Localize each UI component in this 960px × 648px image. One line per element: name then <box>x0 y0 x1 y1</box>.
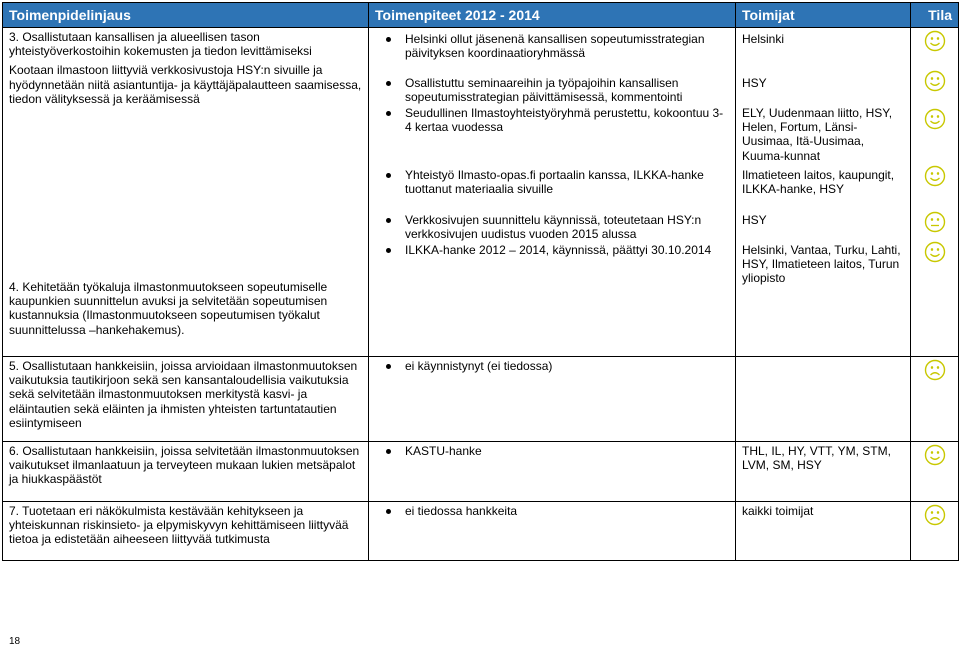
table-row <box>3 442 959 502</box>
tila-cell <box>911 28 959 357</box>
toimijat-text: ELY, Uudenmaan liitto, HSY, Helen, Fortum, Länsi-Uusimaa, Itä-Uusimaa, Kuuma-kunnat <box>742 106 893 163</box>
sad-face-icon <box>911 504 958 526</box>
happy-face-icon <box>911 165 958 187</box>
toimijat-text: Helsinki <box>742 32 785 46</box>
happy-face-icon <box>911 444 958 466</box>
toimijat-text: HSY <box>742 213 767 227</box>
table-row <box>3 502 959 561</box>
list-item: Osallistuttu seminaareihin ja työpajoihin kansallisen sopeutumisstrategian päivittämisessä, kommentointi <box>375 76 729 106</box>
list-item: KASTU-hanke <box>375 444 729 458</box>
header-toimijat: Toimijat <box>736 3 911 28</box>
header-toimenpidelinjaus: Toimenpidelinjaus <box>3 3 369 28</box>
page-number: 18 <box>9 636 21 647</box>
list-item: Seudullinen Ilmastoyhteistyöryhmä perustettu, kokoontuu 3-4 kertaa vuodessa <box>375 106 729 168</box>
happy-face-icon <box>911 108 958 130</box>
list-item: Helsinki ollut jäsenenä kansallisen sopeutumisstrategian päivityksen koordinaatioryhmässä <box>375 32 729 76</box>
action-plan-table <box>2 2 959 561</box>
neutral-face-icon <box>911 211 958 233</box>
toimijat-cell: kaikki toimijat <box>736 502 911 561</box>
list-item: ei tiedossa hankkeita <box>375 504 729 518</box>
list-item: Verkkosivujen suunnittelu käynnissä, toteutetaan HSY:n verkkosivujen uudistus vuoden 2015 alussa <box>375 213 729 243</box>
toimijat-text: HSY <box>742 76 767 90</box>
tila-cell <box>911 502 959 561</box>
toimenpiteet-cell <box>369 442 736 502</box>
toimenpiteet-cell <box>369 357 736 442</box>
header-tila: Tila <box>911 3 959 28</box>
toimenpiteet-cell <box>369 28 736 357</box>
sad-face-icon <box>911 359 958 381</box>
toimijat-cell <box>736 357 911 442</box>
list-item: ILKKA-hanke 2012 – 2014, käynnissä, päättyi 30.10.2014 <box>375 243 729 257</box>
happy-face-icon <box>911 241 958 263</box>
linjaus-cell: 6. Osallistutaan hankkeisiin, joissa selvitetään ilmastonmuutoksen vaikutukset ilmanlaatuun ja terveyteen mukaan lukien metsäpalot ja hiukkaspäästöt <box>3 442 369 502</box>
happy-face-icon <box>911 70 958 92</box>
happy-face-icon <box>911 30 958 52</box>
table-header-row <box>3 3 959 28</box>
list-item: Yhteistyö Ilmasto-opas.fi portaalin kanssa, ILKKA-hanke tuottanut materiaalia sivuille <box>375 168 729 213</box>
toimijat-cell <box>736 28 911 357</box>
linjaus-cell <box>3 28 369 357</box>
linjaus-4-text: 4. Kehitetään työkaluja ilmastonmuutokseen sopeutumiselle kaupunkien suunnittelun avuksi ja selvitetään sopeutumisen kustannuksia (Ilmastonmuutokseen sopeutumisen työkalut suunnittelussa –hankehakemus). <box>9 280 328 337</box>
table-row <box>3 357 959 442</box>
table-row <box>3 28 959 357</box>
linjaus-3b-text: Kootaan ilmastoon liittyviä verkkosivustoja HSY:n sivuille ja hyödynnetään niitä asiantuntija- ja käyttäjäpalautteen saamisessa, tiedon välityksessä ja keräämisessä <box>9 63 362 106</box>
linjaus-cell: 7. Tuotetaan eri näkökulmista kestävään kehitykseen ja yhteiskunnan riskinsieto- ja elpymiskyvyn kehittämiseen liittyvää tietoa ja edistetään aiheeseen liittyvää tutkimusta <box>3 502 369 561</box>
linjaus-3-text: 3. Osallistutaan kansallisen ja alueellisen tason yhteistyöverkostoihin kokemusten ja tiedon levittämiseksi <box>9 30 312 59</box>
toimijat-cell: THL, IL, HY, VTT, YM, STM, LVM, SM, HSY <box>736 442 911 502</box>
tila-cell <box>911 442 959 502</box>
list-item: ei käynnistynyt (ei tiedossa) <box>375 359 729 373</box>
toimijat-text: Ilmatieteen laitos, kaupungit, ILKKA-hanke, HSY <box>742 168 895 197</box>
linjaus-cell: 5. Osallistutaan hankkeisiin, joissa arvioidaan ilmastonmuutoksen vaikutuksia tautikirjoon sekä sen kansantaloudellisia vaikutuksia sekä selvitetään ilmastonmuutoksen merkitystä kasvi- ja eläintautien sekä eläinten ja ihmisten yhteisten tartuntatautien esiintymiseen <box>3 357 369 442</box>
header-toimenpiteet: Toimenpiteet 2012 - 2014 <box>369 3 736 28</box>
toimijat-text: Helsinki, Vantaa, Turku, Lahti, HSY, Ilmatieteen laitos, Turun yliopisto <box>742 243 901 286</box>
toimenpiteet-cell <box>369 502 736 561</box>
tila-cell <box>911 357 959 442</box>
